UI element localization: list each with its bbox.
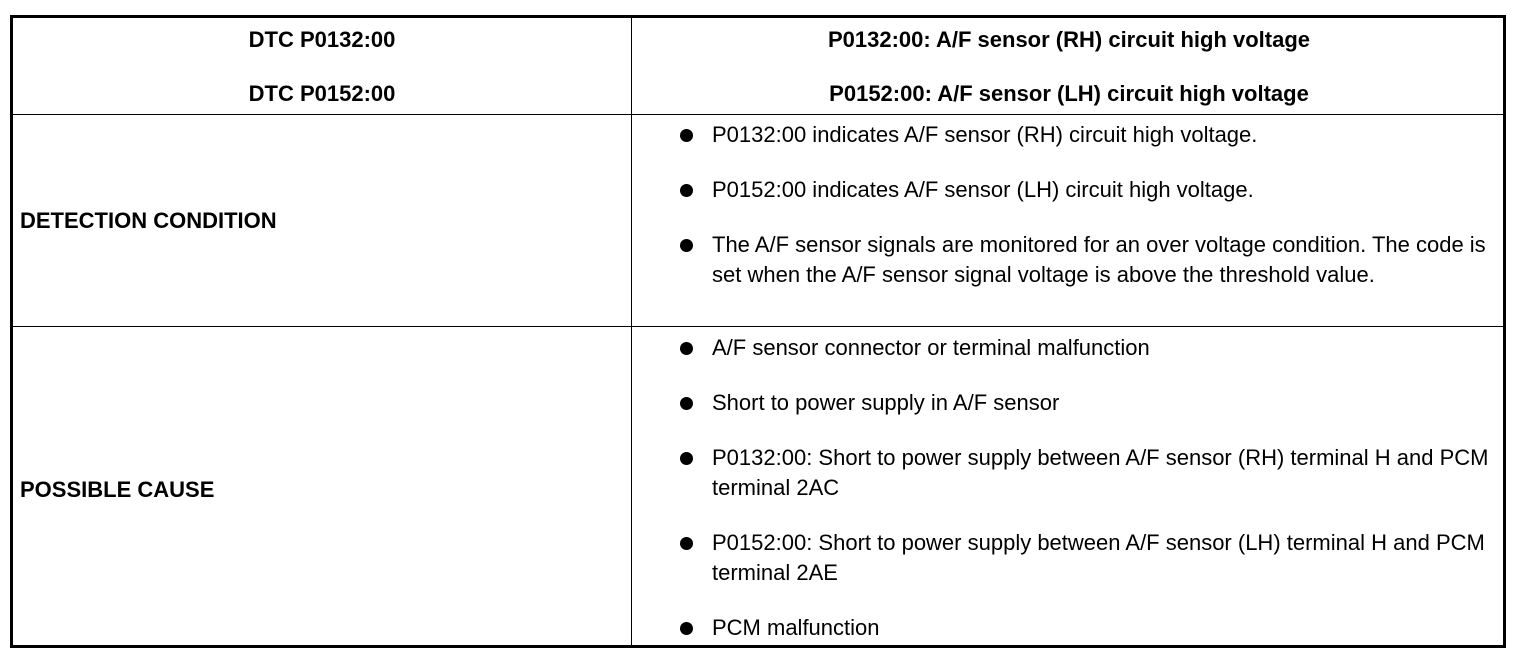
- bullet-icon: [680, 452, 693, 465]
- bullet-icon: [680, 184, 693, 197]
- bullet-icon: [680, 129, 693, 142]
- table-header-row: [13, 18, 1503, 115]
- bullet-icon: [680, 342, 693, 355]
- list-item-text: P0152:00: Short to power supply between A/F sensor (LH) terminal H and PCM terminal 2AE: [712, 530, 1485, 585]
- possible-cause-list: [678, 333, 1498, 643]
- list-item: [678, 120, 1498, 150]
- possible-cause-row: [13, 327, 1503, 645]
- list-item-text: Short to power supply in A/F sensor: [712, 390, 1060, 415]
- bullet-icon: [680, 622, 693, 635]
- dtc-code-lh: DTC P0152:00: [248, 81, 396, 106]
- list-item: [678, 175, 1498, 205]
- list-item: [678, 613, 1498, 643]
- bullet-icon: [680, 397, 693, 410]
- list-item: [678, 230, 1498, 290]
- list-item-text: P0152:00 indicates A/F sensor (LH) circuit high voltage.: [712, 177, 1254, 202]
- possible-cause-label: POSSIBLE CAUSE: [20, 477, 215, 502]
- dtc-code-rh: DTC P0132:00: [248, 27, 396, 52]
- dtc-table: [10, 15, 1506, 648]
- list-item: [678, 333, 1498, 363]
- column-divider: [631, 327, 632, 645]
- list-item-text: P0132:00: Short to power supply between A/F sensor (RH) terminal H and PCM terminal 2AC: [712, 445, 1489, 500]
- list-item: [678, 443, 1498, 503]
- bullet-icon: [680, 239, 693, 252]
- detection-condition-label: DETECTION CONDITION: [20, 208, 277, 233]
- list-item-text: P0132:00 indicates A/F sensor (RH) circuit high voltage.: [712, 122, 1258, 147]
- column-divider: [631, 115, 632, 326]
- detection-condition-list: [678, 120, 1498, 290]
- list-item-text: PCM malfunction: [712, 615, 880, 640]
- list-item: [678, 388, 1498, 418]
- detection-condition-row: [13, 115, 1503, 327]
- bullet-icon: [680, 537, 693, 550]
- list-item-text: A/F sensor connector or terminal malfunction: [712, 335, 1150, 360]
- dtc-title-lh: P0152:00: A/F sensor (LH) circuit high voltage: [829, 81, 1309, 106]
- list-item: [678, 528, 1498, 588]
- list-item-text: The A/F sensor signals are monitored for an over voltage condition. The code is set when the A/F sensor signal voltage is above the threshold value.: [712, 232, 1486, 287]
- dtc-title-rh: P0132:00: A/F sensor (RH) circuit high voltage: [827, 27, 1311, 52]
